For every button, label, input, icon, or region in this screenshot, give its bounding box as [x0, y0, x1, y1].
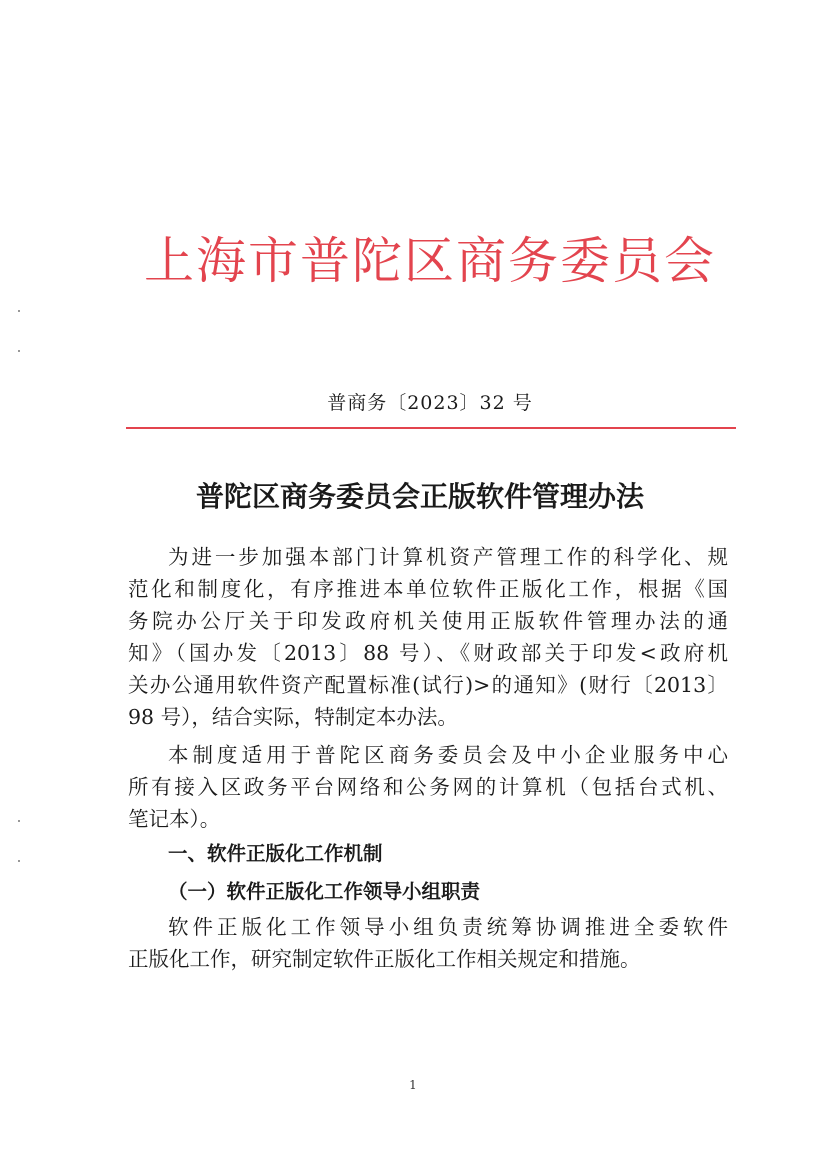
- paragraph-3: [128, 911, 728, 975]
- paragraph-line: 笔记本）。: [128, 807, 221, 831]
- subsection-heading: （一）软件正版化工作领导小组职责: [168, 880, 481, 903]
- scan-artifact-dot: [18, 310, 20, 312]
- paragraph-line: 关办公通用软件资产配置标准(试行)>的通知》(财行〔2013〕: [128, 673, 728, 697]
- section-heading: 一、软件正版化工作机制: [168, 842, 383, 865]
- scan-artifact-dot: [18, 350, 20, 352]
- paragraph-line: 本制度适用于普陀区商务委员会及中小企业服务中心: [168, 743, 728, 767]
- masthead-title: 上海市普陀区商务委员会: [144, 232, 716, 290]
- document-number: 普商务〔2023〕32 号: [327, 392, 533, 414]
- paragraph-line: 所有接入区政务平台网络和公务网的计算机（包括台式机、: [128, 775, 728, 799]
- paragraph-2: [128, 739, 728, 835]
- scan-artifact-dot: [18, 860, 20, 862]
- paragraph-line: 范化和制度化，有序推进本单位软件正版化工作，根据《国: [128, 577, 728, 601]
- scan-artifact-dot: [18, 820, 20, 822]
- paragraph-line: 知》（国办发〔2013〕88 号）、《财政部关于印发<政府机: [128, 641, 728, 665]
- paragraph-line: 务院办公厅关于印发政府机关使用正版软件管理办法的通: [128, 609, 728, 633]
- paragraph-line: 98 号），结合实际，特制定本办法。: [128, 705, 458, 729]
- paragraph-line: 软件正版化工作领导小组负责统筹协调推进全委软件: [168, 915, 728, 939]
- paragraph-1: [128, 541, 728, 733]
- document-title: 普陀区商务委员会正版软件管理办法: [195, 480, 644, 513]
- page-number: 1: [409, 1078, 417, 1092]
- document-body: [128, 541, 728, 975]
- paragraph-line: 为进一步加强本部门计算机资产管理工作的科学化、规: [168, 545, 728, 569]
- paragraph-line: 正版化工作，研究制定软件正版化工作相关规定和措施。: [128, 947, 641, 971]
- red-divider-line: [126, 427, 736, 429]
